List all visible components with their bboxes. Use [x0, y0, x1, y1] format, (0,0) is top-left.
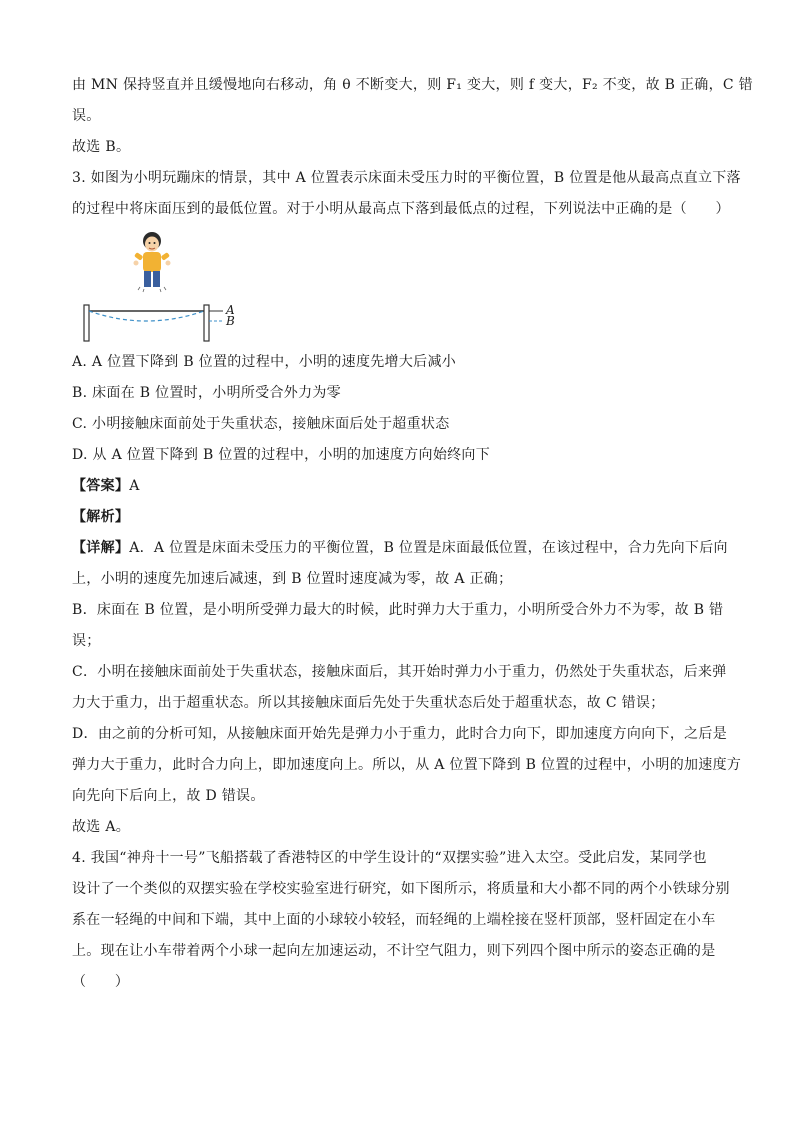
question-3-stem: 3. 如图为小明玩蹦床的情景，其中 A 位置表示床面未受压力时的平衡位置，B 位置是他从最高点直立下落 [72, 170, 741, 186]
detail-text: 向先向下后向上，故 D 错误。 [72, 788, 265, 804]
label-a: A [226, 303, 235, 317]
boy-figure [134, 232, 171, 292]
option-a: A. A 位置下降到 B 位置的过程中，小明的速度先增大后减小 [72, 354, 457, 370]
answer-tag: 【答案】 [72, 478, 130, 494]
detail-text: B．床面在 B 位置，是小明所受弹力最大的时候，此时弹力大于重力，小明所受合外力不为零，故 B 错 [72, 602, 724, 618]
detail-line [72, 533, 728, 564]
conclusion-text: 故选 A。 [72, 819, 131, 835]
answer-line [72, 471, 724, 502]
text-line: 由 MN 保持竖直并且缓慢地向右移动，角 θ 不断变大，则 F₁ 变大，则 f 变大，F₂ 不变，故 B 正确，C 错 [72, 77, 753, 93]
analysis-line [72, 502, 724, 533]
detail-text: D．由之前的分析可知，从接触床面开始先是弹力小于重力，此时合力向下，即加速度方向向下，之后是 [72, 726, 728, 742]
trampoline-figure [78, 227, 248, 347]
detail-text: C．小明在接触床面前处于失重状态，接触床面后，其开始时弹力小于重力，仍然处于失重状态，后来弹 [72, 664, 727, 680]
question-3-stem: 的过程中将床面压到的最低位置。对于小明从最高点下落到最低点的过程，下列说法中正确的是（ ） [72, 201, 730, 217]
question-4-stem: 系在一轻绳的中间和下端，其中上面的小球较小较轻，而轻绳的上端栓接在竖杆顶部，竖杆固定在小车 [72, 912, 716, 928]
detail-text: 弹力大于重力，此时合力向上，即加速度向上。所以，从 A 位置下降到 B 位置的过程中，小明的加速度方 [72, 757, 742, 773]
option-c: C. 小明接触床面前处于失重状态，接触床面后处于超重状态 [72, 416, 450, 432]
question-4-stem: 4. 我国“神舟十一号”飞船搭载了香港特区的中学生设计的“双摆实验”进入太空。受此启发，某同学也 [72, 850, 707, 866]
document-page [72, 70, 753, 998]
text-line: 故选 B。 [72, 139, 131, 155]
detail-text: 误； [72, 633, 101, 649]
answer-value: A [129, 478, 140, 494]
detail-text: 力大于重力，出于超重状态。所以其接触床面后先处于失重状态后处于超重状态，故 C 错误； [72, 695, 665, 711]
label-b: B [226, 314, 235, 328]
question-4-stem: 设计了一个类似的双摆实验在学校实验室进行研究，如下图所示，将质量和大小都不同的两个小铁球分别 [72, 881, 730, 897]
detail-text: 上，小明的速度先加速后减速，到 B 位置时速度减为零，故 A 正确； [72, 571, 513, 587]
detail-text: A．A 位置是床面未受压力的平衡位置，B 位置是床面最低位置，在该过程中，合力先向下后向 [129, 540, 728, 556]
option-d: D. 从 A 位置下降到 B 位置的过程中，小明的加速度方向始终向下 [72, 447, 491, 463]
text-line: 误。 [72, 108, 101, 124]
option-b: B. 床面在 B 位置时，小明所受合外力为零 [72, 385, 341, 401]
question-4-stem: （ ） [72, 974, 130, 990]
analysis-tag: 【解析】 [72, 509, 130, 525]
trampoline-illustration [78, 227, 248, 347]
detail-tag: 【详解】 [72, 540, 130, 556]
question-4-stem: 上。现在让小车带着两个小球一起向左加速运动，不计空气阻力，则下列四个图中所示的姿态正确的是 [72, 943, 716, 959]
